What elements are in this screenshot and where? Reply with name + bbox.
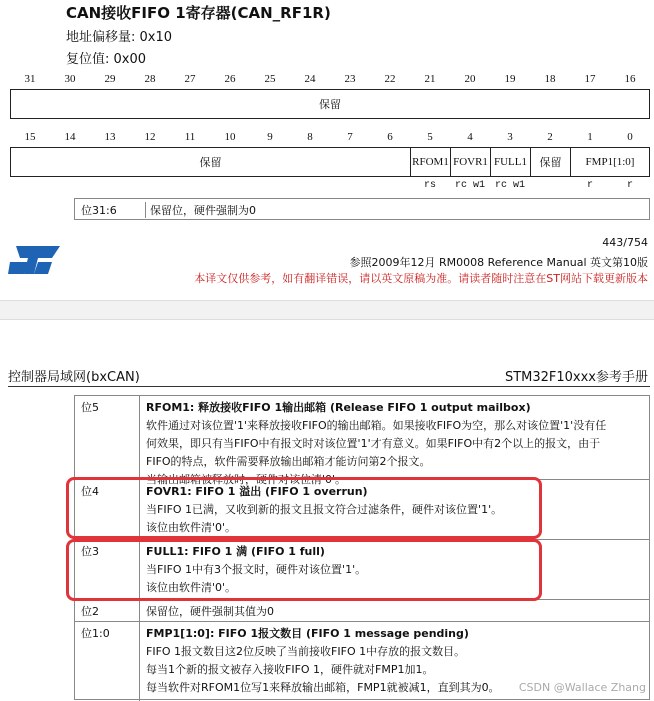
full1-highlight (66, 539, 542, 601)
upper-reserved-field: 保留 (319, 99, 341, 111)
header-divider (8, 386, 650, 387)
bit-title: FOVR1: FIFO 1 溢出 (FIFO 1 overrun) (146, 485, 368, 498)
lower-bit-number: 1 (587, 131, 593, 143)
page-header-right: STM32F10xxx参考手册 (504, 370, 648, 385)
bit-desc-line: FIFO的特点，软件需要释放输出邮箱才能访问第2个报文。 (146, 455, 431, 468)
upper-bit-number: 30 (64, 73, 76, 85)
lower-bit-number: 8 (307, 131, 313, 143)
lower-bit-number: 11 (184, 131, 196, 143)
reset-value: 复位值: 0x00 (66, 52, 147, 67)
bit-desc-line: 该位由软件清'0'。 (146, 581, 237, 594)
upper-bit-numbers (10, 73, 650, 89)
upper-bit-number: 23 (344, 73, 356, 85)
lower-bit-number: 6 (387, 131, 393, 143)
lower-bit-number: 14 (64, 131, 76, 143)
rfom1-access: rs (423, 180, 436, 191)
bit-title: RFOM1: 释放接收FIFO 1输出邮箱 (Release FIFO 1 output mailbox) (146, 401, 531, 414)
fmp1-field: FMP1[1:0] (585, 156, 635, 168)
lower-bit-number: 15 (24, 131, 36, 143)
upper-bit-number: 22 (384, 73, 396, 85)
watermark: CSDN @Wallace Zhang (518, 681, 646, 694)
fmp1-access-bit0: r (626, 180, 633, 191)
bit-position: 位2 (81, 605, 99, 618)
fovr1-field: FOVR1 (451, 148, 491, 176)
bit-position: 位3 (81, 545, 99, 558)
bit-desc-line: 每当软件对RFOM1位写1来释放输出邮箱，FMP1就被减1，直到其为0。 (146, 681, 500, 694)
register-title: CAN接收FIFO 1寄存器(CAN_RF1R) (66, 4, 331, 22)
lower-bit-number: 13 (104, 131, 116, 143)
upper-bit-number: 18 (544, 73, 556, 85)
lower-bit-number: 5 (427, 131, 433, 143)
address-offset: 地址偏移量: 0x10 (66, 30, 173, 45)
fovr1-access: rc w1 (454, 180, 485, 191)
lower-bit-number: 0 (627, 131, 633, 143)
bit-position: 位5 (81, 401, 99, 414)
upper-bit-number: 26 (224, 73, 236, 85)
lower-bit-numbers (10, 131, 650, 147)
reserved2-field: 保留 (531, 148, 571, 176)
lower-bit-number: 9 (267, 131, 273, 143)
upper-bit-number: 17 (584, 73, 596, 85)
fovr1-highlight (66, 477, 542, 539)
upper-bit-number: 27 (184, 73, 196, 85)
upper-bit-number: 29 (104, 73, 116, 85)
full1-field: FULL1 (491, 148, 531, 176)
upper-bit-number: 19 (504, 73, 516, 85)
upper-register-box (10, 89, 650, 119)
lower-bit-number: 2 (547, 131, 553, 143)
page-break (0, 300, 654, 320)
reference-note: 参照2009年12月 RM0008 Reference Manual 英文第10版 (349, 256, 648, 269)
fmp1-access-bit1: r (586, 180, 593, 191)
upper-bit-number: 24 (304, 73, 316, 85)
rfom1-field: RFOM1 (411, 148, 451, 176)
lower-bit-number: 7 (347, 131, 353, 143)
bit-position: 位4 (81, 485, 99, 498)
bit-position: 位1:0 (81, 627, 110, 640)
upper-bit-number: 31 (24, 73, 36, 85)
lower-bit-number: 4 (467, 131, 473, 143)
lower-register-box (10, 147, 650, 177)
upper-bit-number: 21 (424, 73, 436, 85)
table-row (75, 396, 649, 486)
upper-bit-number: 28 (144, 73, 156, 85)
bit31-6-desc: 保留位，硬件强制为0 (145, 202, 256, 218)
bit-desc-line: 当输出邮箱被释放时，硬件对该位清'0'。 (146, 473, 347, 486)
bit-desc-line: 当FIFO 1已满，又收到新的报文且报文符合过滤条件，硬件对该位置'1'。 (146, 503, 503, 516)
bit-desc-line: FIFO 1报文数目这2位反映了当前接收FIFO 1中存放的报文数目。 (146, 645, 466, 658)
page-header-left: 控制器局域网(bxCAN) (8, 370, 140, 385)
translation-note: 本译文仅供参考，如有翻译错误，请以英文原稿为准。请读者随时注意在ST网站下载更新版本 (194, 272, 648, 285)
lower-reserved-field: 保留 (11, 148, 411, 176)
access-types (10, 180, 650, 194)
st-logo (8, 244, 62, 280)
upper-bit-number: 16 (624, 73, 636, 85)
full1-access: rc w1 (494, 180, 525, 191)
bit31-6-pos: 位31:6 (81, 204, 117, 217)
bit-desc-line: 每当1个新的报文被存入接收FIFO 1，硬件就对FMP1加1。 (146, 663, 434, 676)
bit-desc-line: 该位由软件清'0'。 (146, 521, 237, 534)
bit-desc-line: 软件通过对该位置'1'来释放接收FIFO的输出邮箱。如果接收FIFO为空，那么对该位置'1'没有任 (146, 419, 607, 432)
upper-bit-number: 25 (264, 73, 276, 85)
bit-title: FULL1: FIFO 1 满 (FIFO 1 full) (146, 545, 325, 558)
bit31-6-row (74, 198, 650, 220)
page-number: 443/754 (602, 236, 648, 249)
bit-desc-line: 当FIFO 1中有3个报文时，硬件对该位置'1'。 (146, 563, 367, 576)
bit-desc-line: 保留位，硬件强制其值为0 (146, 605, 274, 618)
upper-bit-number: 20 (464, 73, 476, 85)
lower-bit-number: 3 (507, 131, 513, 143)
bit-desc-line: 何效果，即只有当FIFO中有报文时对该位置'1'才有意义。如果FIFO中有2个以上的报文，由于 (146, 437, 601, 450)
table-row (75, 600, 649, 622)
lower-bit-number: 12 (144, 131, 156, 143)
bit-title: FMP1[1:0]: FIFO 1报文数目 (FIFO 1 message pending) (146, 627, 469, 640)
lower-bit-number: 10 (224, 131, 236, 143)
